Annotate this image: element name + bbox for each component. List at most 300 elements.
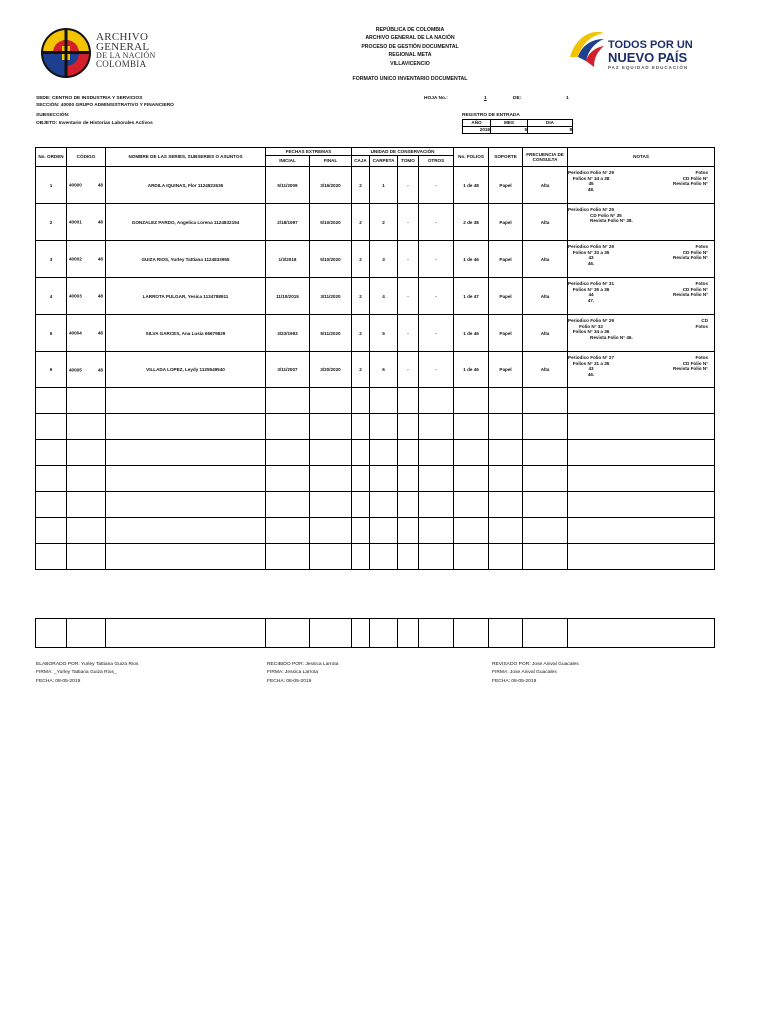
empty-cell xyxy=(568,414,715,440)
elaborado-fecha: FECHA: 08-05-2019 xyxy=(36,678,81,684)
empty-cell xyxy=(370,466,398,492)
cell-soporte: Papel xyxy=(489,241,523,278)
elaborado-por: ELABORADO POR: Yurley Tattiana Guiza Rios xyxy=(36,662,139,667)
empty-cell xyxy=(352,414,370,440)
header-frecuencia: FRECUENCIA DE CONSULTA xyxy=(523,148,568,167)
empty-cell xyxy=(370,619,398,648)
logo-text-general: GENERAL xyxy=(96,40,150,53)
codigo-suffix: 48 xyxy=(97,367,103,372)
cell-nombre: SILVA GARCES, Ana Lusia 66679829 xyxy=(106,315,266,352)
empty-cell xyxy=(523,414,568,440)
cell-final: 3/20/2020 xyxy=(310,352,352,388)
cell-codigo xyxy=(67,278,106,315)
empty-cell xyxy=(67,414,106,440)
header-notas: NOTAS xyxy=(568,148,715,167)
cell-orden: 6 xyxy=(36,352,67,388)
empty-cell xyxy=(370,544,398,570)
cell-notas xyxy=(568,167,715,204)
empty-cell xyxy=(266,619,310,648)
recibido-fecha: FECHA: 08-05-2019 xyxy=(267,678,312,684)
nota-line: 46. xyxy=(587,371,595,377)
empty-cell xyxy=(310,492,352,518)
empty-cell xyxy=(568,440,715,466)
empty-cell xyxy=(310,544,352,570)
header-line-ciudad: VILLAVICENCIO xyxy=(390,60,430,67)
cell-frecuencia: Alta xyxy=(523,315,568,352)
nota-line: Fotos xyxy=(695,323,709,329)
empty-cell xyxy=(454,544,489,570)
cell-final: 3/16/2020 xyxy=(310,167,352,204)
cell-caja: 2 xyxy=(352,167,370,204)
logo-text-todos: TODOS POR UN xyxy=(608,39,693,51)
empty-cell xyxy=(568,466,715,492)
nota-line: Periodico Folio N° 29 xyxy=(568,318,615,323)
empty-row xyxy=(36,388,715,414)
empty-cell xyxy=(67,544,106,570)
empty-cell xyxy=(419,492,454,518)
cell-otros: - xyxy=(419,204,454,241)
registro-value-ano: 2019 xyxy=(463,127,491,134)
cell-otros: - xyxy=(419,352,454,388)
empty-cell xyxy=(352,619,370,648)
nota-line: CD Folio N° xyxy=(682,360,709,366)
empty-cell xyxy=(489,466,523,492)
empty-row xyxy=(36,544,715,570)
empty-cell xyxy=(266,414,310,440)
empty-cell xyxy=(370,492,398,518)
header-tomo: TOMO xyxy=(398,156,419,167)
cell-folios: 1 de 47 xyxy=(454,278,489,315)
empty-cell xyxy=(454,388,489,414)
header-final: FINAL xyxy=(310,156,352,167)
notas-left xyxy=(568,281,614,303)
nota-line: Revista Folio N° 38. xyxy=(590,218,633,224)
revisado-fecha: FECHA: 08-05-2019 xyxy=(492,678,537,684)
meta-objeto: OBJETO: Inventario de Historias Laborales Activos xyxy=(36,121,153,126)
header-carpeta: CARPETA xyxy=(370,156,398,167)
cell-soporte: Papel xyxy=(489,167,523,204)
nota-line: Fotos xyxy=(695,170,709,175)
logo-text-colombia: COLOMBIA xyxy=(96,59,147,69)
empty-cell xyxy=(568,619,715,648)
revisado-por: REVISADO POR: Jose Anival Guacales xyxy=(492,662,579,667)
empty-cell xyxy=(489,544,523,570)
logo-text-archivo: ARCHIVO xyxy=(96,31,149,43)
logo-text-nuevo-pais: NUEVO PAÍS xyxy=(608,50,688,65)
codigo-value: 40003 xyxy=(69,293,82,299)
nota-line: Revista Folio N° xyxy=(673,181,709,187)
table-row xyxy=(36,167,715,204)
cell-notas xyxy=(568,241,715,278)
cell-nombre: LARROTA PULGAR, Yesica 1134788911 xyxy=(106,278,266,315)
nota-line: Periodico Folio N° 31 xyxy=(568,281,615,286)
cell-notas xyxy=(568,278,715,315)
codigo-suffix: 48 xyxy=(97,293,103,299)
meta-seccion: SECCIÓN: 40000 GRUPO ADMINSISTRATIVO Y FINANCIERO xyxy=(36,103,174,108)
empty-cell xyxy=(36,388,67,414)
empty-cell xyxy=(398,619,419,648)
logo-text-lema: PAZ EQUIDAD EDUCACIÓN xyxy=(608,65,689,70)
logo-text-nacion: DE LA NACIÓN xyxy=(96,51,156,60)
table-row xyxy=(36,204,715,241)
cell-codigo xyxy=(67,315,106,352)
hoja-value: 1 xyxy=(484,96,487,101)
cell-otros: - xyxy=(419,315,454,352)
codigo-value: 40001 xyxy=(69,219,82,225)
cell-folios: 1 de 46 xyxy=(454,315,489,352)
nota-line: 45 xyxy=(588,181,594,187)
header-nombre: NOMBRE DE LAS SERIES, SUBSERIES O ASUNTOS xyxy=(106,148,266,167)
empty-cell xyxy=(36,518,67,544)
cell-otros: - xyxy=(419,278,454,315)
header-otros: OTROS xyxy=(419,156,454,167)
cell-caja: 2 xyxy=(352,241,370,278)
cell-final: 5/11/2020 xyxy=(310,315,352,352)
nota-line: CD Folio N° xyxy=(682,249,709,255)
header-fechas-extremas: FECHAS EXTREMAS xyxy=(266,148,352,156)
cell-codigo xyxy=(67,204,106,241)
empty-cell xyxy=(106,544,266,570)
cell-notas xyxy=(568,204,715,241)
cell-frecuencia: Alta xyxy=(523,241,568,278)
nota-line: CD Folio N° 35 xyxy=(590,212,622,218)
cell-tomo: - xyxy=(398,278,419,315)
empty-cell xyxy=(352,388,370,414)
cell-orden: 3 xyxy=(36,241,67,278)
empty-cell xyxy=(310,414,352,440)
cell-inicial: 3/23/1993 xyxy=(266,315,310,352)
nota-line: Revista Folio N° xyxy=(673,255,709,261)
cell-soporte: Papel xyxy=(489,278,523,315)
header-folios: No. FOLIOS xyxy=(454,148,489,167)
empty-row xyxy=(36,518,715,544)
cell-nombre: ARDILA IQUINAS, Flor 1124822636 xyxy=(106,167,266,204)
cell-orden: 1 xyxy=(36,167,67,204)
empty-cell xyxy=(489,619,523,648)
empty-cell xyxy=(106,518,266,544)
cell-tomo: - xyxy=(398,204,419,241)
empty-cell xyxy=(266,388,310,414)
cell-tomo: - xyxy=(398,167,419,204)
header-no-orden: No. ORDEN xyxy=(36,148,67,167)
cell-carpeta: 4 xyxy=(370,278,398,315)
cell-inicial: 3/11/2007 xyxy=(266,352,310,388)
revisado-firma: FIRMA: Jose Anival Guacales xyxy=(492,670,557,676)
cell-notas xyxy=(568,315,715,352)
nota-line: Periodico Folio N° 25 xyxy=(568,207,615,212)
empty-cell xyxy=(523,388,568,414)
table-row xyxy=(36,315,715,352)
nota-line: 46. xyxy=(587,260,595,266)
cell-nombre: GUIZA RIOS, Yurley Tattiana 1124833955 xyxy=(106,241,266,278)
registro-value-mes: 5 xyxy=(491,127,528,134)
nota-line: Folios N° 33 a 35 xyxy=(572,249,610,255)
empty-cell xyxy=(419,466,454,492)
archivo-general-logo xyxy=(40,27,170,84)
table-header-row-1 xyxy=(36,148,715,156)
nota-line: Folio N° 32 xyxy=(579,323,603,329)
cell-frecuencia: Alta xyxy=(523,167,568,204)
registro-title: REGISTRO DE ENTRADA xyxy=(462,113,520,118)
cell-otros: - xyxy=(419,241,454,278)
cell-nombre: GONZALEZ PARDO, Angelica Lorena 1124832194 xyxy=(106,204,266,241)
cell-codigo xyxy=(67,352,106,388)
empty-cell xyxy=(310,466,352,492)
signature-recibido xyxy=(267,661,338,686)
empty-cell xyxy=(523,619,568,648)
empty-cell xyxy=(454,619,489,648)
empty-cell xyxy=(36,544,67,570)
cell-carpeta: 3 xyxy=(370,241,398,278)
empty-cell xyxy=(454,518,489,544)
notas-center xyxy=(568,318,714,340)
empty-cell xyxy=(489,492,523,518)
codigo-suffix: 48 xyxy=(97,182,103,188)
empty-cell xyxy=(454,492,489,518)
nota-line: CD Folio N° xyxy=(682,175,709,181)
format-title: FORMATO UNICO INVENTARIO DOCUMENTAL xyxy=(352,76,468,82)
notas-left xyxy=(568,355,614,377)
codigo-suffix: 48 xyxy=(97,330,103,336)
cell-inicial: 2/18/1997 xyxy=(266,204,310,241)
codigo-value: 40004 xyxy=(69,330,82,336)
cell-folios: 2 de 38 xyxy=(454,204,489,241)
cell-codigo xyxy=(67,167,106,204)
inventory-table xyxy=(35,147,715,570)
de-value: 1 xyxy=(566,96,569,101)
de-label: DE: xyxy=(513,96,522,101)
registro-header-mes: MES xyxy=(491,120,528,127)
cell-final: 5/10/2020 xyxy=(310,241,352,278)
empty-cell xyxy=(398,544,419,570)
header-caja: CAJA xyxy=(352,156,370,167)
empty-cell xyxy=(523,544,568,570)
cell-carpeta: 6 xyxy=(370,352,398,388)
header-unidad-conservacion: UNIDAD DE CONSERVACIÓN xyxy=(352,148,454,156)
meta-sede: SEDE: CENTRO DE INSDUSTRIA Y SERVICIOS xyxy=(36,96,143,101)
empty-cell xyxy=(310,518,352,544)
cell-inicial: 5/11/2009 xyxy=(266,167,310,204)
empty-cell xyxy=(419,440,454,466)
nota-line: Revista Folio N° 46. xyxy=(590,334,633,340)
empty-cell xyxy=(489,414,523,440)
registro-table xyxy=(462,119,573,134)
codigo-value: 40005 xyxy=(69,367,82,372)
empty-cell xyxy=(568,492,715,518)
cell-inicial: 11/10/2015 xyxy=(266,278,310,315)
nota-line: CD xyxy=(701,318,709,323)
empty-cell xyxy=(398,388,419,414)
nota-line: CD Folio N° xyxy=(682,286,709,292)
empty-cell xyxy=(36,440,67,466)
table-row xyxy=(36,352,715,388)
empty-cell xyxy=(106,492,266,518)
cell-codigo xyxy=(67,241,106,278)
empty-cell xyxy=(489,518,523,544)
empty-cell xyxy=(398,440,419,466)
registro-header-ano: AÑO xyxy=(463,120,491,127)
nota-line: Revista Folio N° xyxy=(673,292,709,298)
cell-tomo: - xyxy=(398,315,419,352)
nota-line: Periodico Folio N° 27 xyxy=(568,355,615,360)
empty-cell xyxy=(266,544,310,570)
cell-carpeta: 1 xyxy=(370,167,398,204)
empty-cell xyxy=(489,440,523,466)
empty-cell xyxy=(266,518,310,544)
empty-cell xyxy=(310,388,352,414)
registro-value-dia: 8 xyxy=(528,127,573,134)
codigo-value: 40000 xyxy=(69,182,82,188)
cell-caja: 2 xyxy=(352,278,370,315)
header-inicial: INICIAL xyxy=(266,156,310,167)
empty-cell xyxy=(568,544,715,570)
empty-cell xyxy=(67,440,106,466)
cell-nombre: VILLADA LOPEZ, Leydy 1125549540 xyxy=(106,352,266,388)
empty-cell xyxy=(352,440,370,466)
notas-left xyxy=(568,244,614,266)
empty-cell xyxy=(67,518,106,544)
empty-cell xyxy=(568,518,715,544)
cell-orden: 4 xyxy=(36,278,67,315)
cell-inicial: 1/3/2018 xyxy=(266,241,310,278)
cell-soporte: Papel xyxy=(489,204,523,241)
registro-value-row xyxy=(463,127,573,134)
empty-cell xyxy=(454,466,489,492)
empty-row xyxy=(36,414,715,440)
empty-cell xyxy=(352,544,370,570)
empty-cell xyxy=(106,619,266,648)
empty-cell xyxy=(106,414,266,440)
empty-cell xyxy=(352,466,370,492)
empty-cell xyxy=(67,492,106,518)
empty-cell xyxy=(310,619,352,648)
notas-right xyxy=(673,170,708,187)
empty-cell xyxy=(419,619,454,648)
empty-cell xyxy=(419,414,454,440)
nota-line: 47. xyxy=(587,297,595,303)
header-codigo: CÓDIGO xyxy=(67,148,106,167)
cell-carpeta: 5 xyxy=(370,315,398,352)
cell-folios: 1 de 46 xyxy=(454,241,489,278)
elaborado-firma: FIRMA: _Yurley Tattiana Guiza Rios_ xyxy=(36,670,117,676)
cell-folios: 1 de 48 xyxy=(454,167,489,204)
empty-cell xyxy=(36,466,67,492)
empty-row xyxy=(36,466,715,492)
empty-cell xyxy=(266,492,310,518)
empty-cell xyxy=(370,518,398,544)
empty-cell xyxy=(489,388,523,414)
empty-cell xyxy=(523,466,568,492)
empty-cell xyxy=(352,518,370,544)
signature-revisado xyxy=(492,661,579,686)
hoja-label: HOJA No.: xyxy=(424,96,448,101)
nota-line: Folios N° 34 a 38 xyxy=(572,175,610,181)
cell-final: 5/10/2020 xyxy=(310,204,352,241)
empty-cell xyxy=(419,544,454,570)
nota-line: 44 xyxy=(588,292,594,298)
empty-cell xyxy=(419,518,454,544)
cell-soporte: Papel xyxy=(489,352,523,388)
empty-cell xyxy=(398,492,419,518)
nota-line: Periodico Folio N° 29 xyxy=(568,244,615,249)
empty-cell xyxy=(266,440,310,466)
nota-line: Folios N° 34 a 36 xyxy=(572,329,610,335)
empty-cell xyxy=(568,388,715,414)
cell-orden: 2 xyxy=(36,204,67,241)
nota-line: Periodico Folio N° 29 xyxy=(568,170,615,175)
header-line-archivo: ARCHIVO GENERAL DE LA NACIÓN xyxy=(365,35,455,42)
cell-otros: - xyxy=(419,167,454,204)
empty-cell xyxy=(352,492,370,518)
cell-frecuencia: Alta xyxy=(523,352,568,388)
empty-cell xyxy=(310,440,352,466)
cell-tomo: - xyxy=(398,241,419,278)
todos-por-un-nuevo-pais-logo xyxy=(566,27,693,76)
empty-cell xyxy=(523,492,568,518)
cell-folios: 1 de 46 xyxy=(454,352,489,388)
colombia-flag-swoosh-icon xyxy=(566,27,606,71)
bottom-empty-row xyxy=(36,619,715,648)
registro-header-row xyxy=(463,120,573,127)
notas-right xyxy=(673,355,708,372)
empty-cell xyxy=(36,414,67,440)
nota-line: Folios N° 31 a 35 xyxy=(572,360,610,366)
empty-cell xyxy=(67,619,106,648)
empty-row xyxy=(36,440,715,466)
cell-caja: 2 xyxy=(352,315,370,352)
codigo-suffix: 48 xyxy=(97,256,103,262)
table-row xyxy=(36,241,715,278)
empty-cell xyxy=(370,414,398,440)
empty-cell xyxy=(67,388,106,414)
empty-cell xyxy=(523,518,568,544)
empty-cell xyxy=(523,440,568,466)
table-row xyxy=(36,278,715,315)
empty-cell xyxy=(398,518,419,544)
header-line-proceso: PROCESO DE GESTIÓN DOCUMENTAL xyxy=(361,43,459,50)
empty-cell xyxy=(266,466,310,492)
nota-line: Folios N° 35 a 36 xyxy=(572,286,610,292)
empty-cell xyxy=(106,388,266,414)
cell-caja: 2 xyxy=(352,352,370,388)
recibido-firma: FIRMA: Jessica Larrota xyxy=(267,670,319,676)
nota-line: Revista Folio N° xyxy=(673,366,709,372)
cell-soporte: Papel xyxy=(489,315,523,352)
document-header xyxy=(250,26,570,68)
empty-cell xyxy=(370,440,398,466)
signature-elaborado xyxy=(36,661,138,686)
empty-cell xyxy=(36,619,67,648)
cell-frecuencia: Alta xyxy=(523,278,568,315)
notas-left xyxy=(568,170,614,192)
cell-notas xyxy=(568,352,715,388)
empty-cell xyxy=(106,440,266,466)
cell-tomo: - xyxy=(398,352,419,388)
meta-subseccion: SUBSECCIÓN: xyxy=(36,113,70,118)
nota-line: 48. xyxy=(587,186,595,192)
cell-carpeta: 2 xyxy=(370,204,398,241)
codigo-suffix: 48 xyxy=(97,219,103,225)
nota-line: 43 xyxy=(588,255,594,261)
bottom-empty-table xyxy=(35,618,715,648)
empty-cell xyxy=(67,466,106,492)
empty-cell xyxy=(370,388,398,414)
codigo-value: 40002 xyxy=(69,256,82,262)
empty-cell xyxy=(454,440,489,466)
nota-line: Fotos xyxy=(695,244,709,249)
notas-right xyxy=(673,244,708,261)
empty-cell xyxy=(454,414,489,440)
